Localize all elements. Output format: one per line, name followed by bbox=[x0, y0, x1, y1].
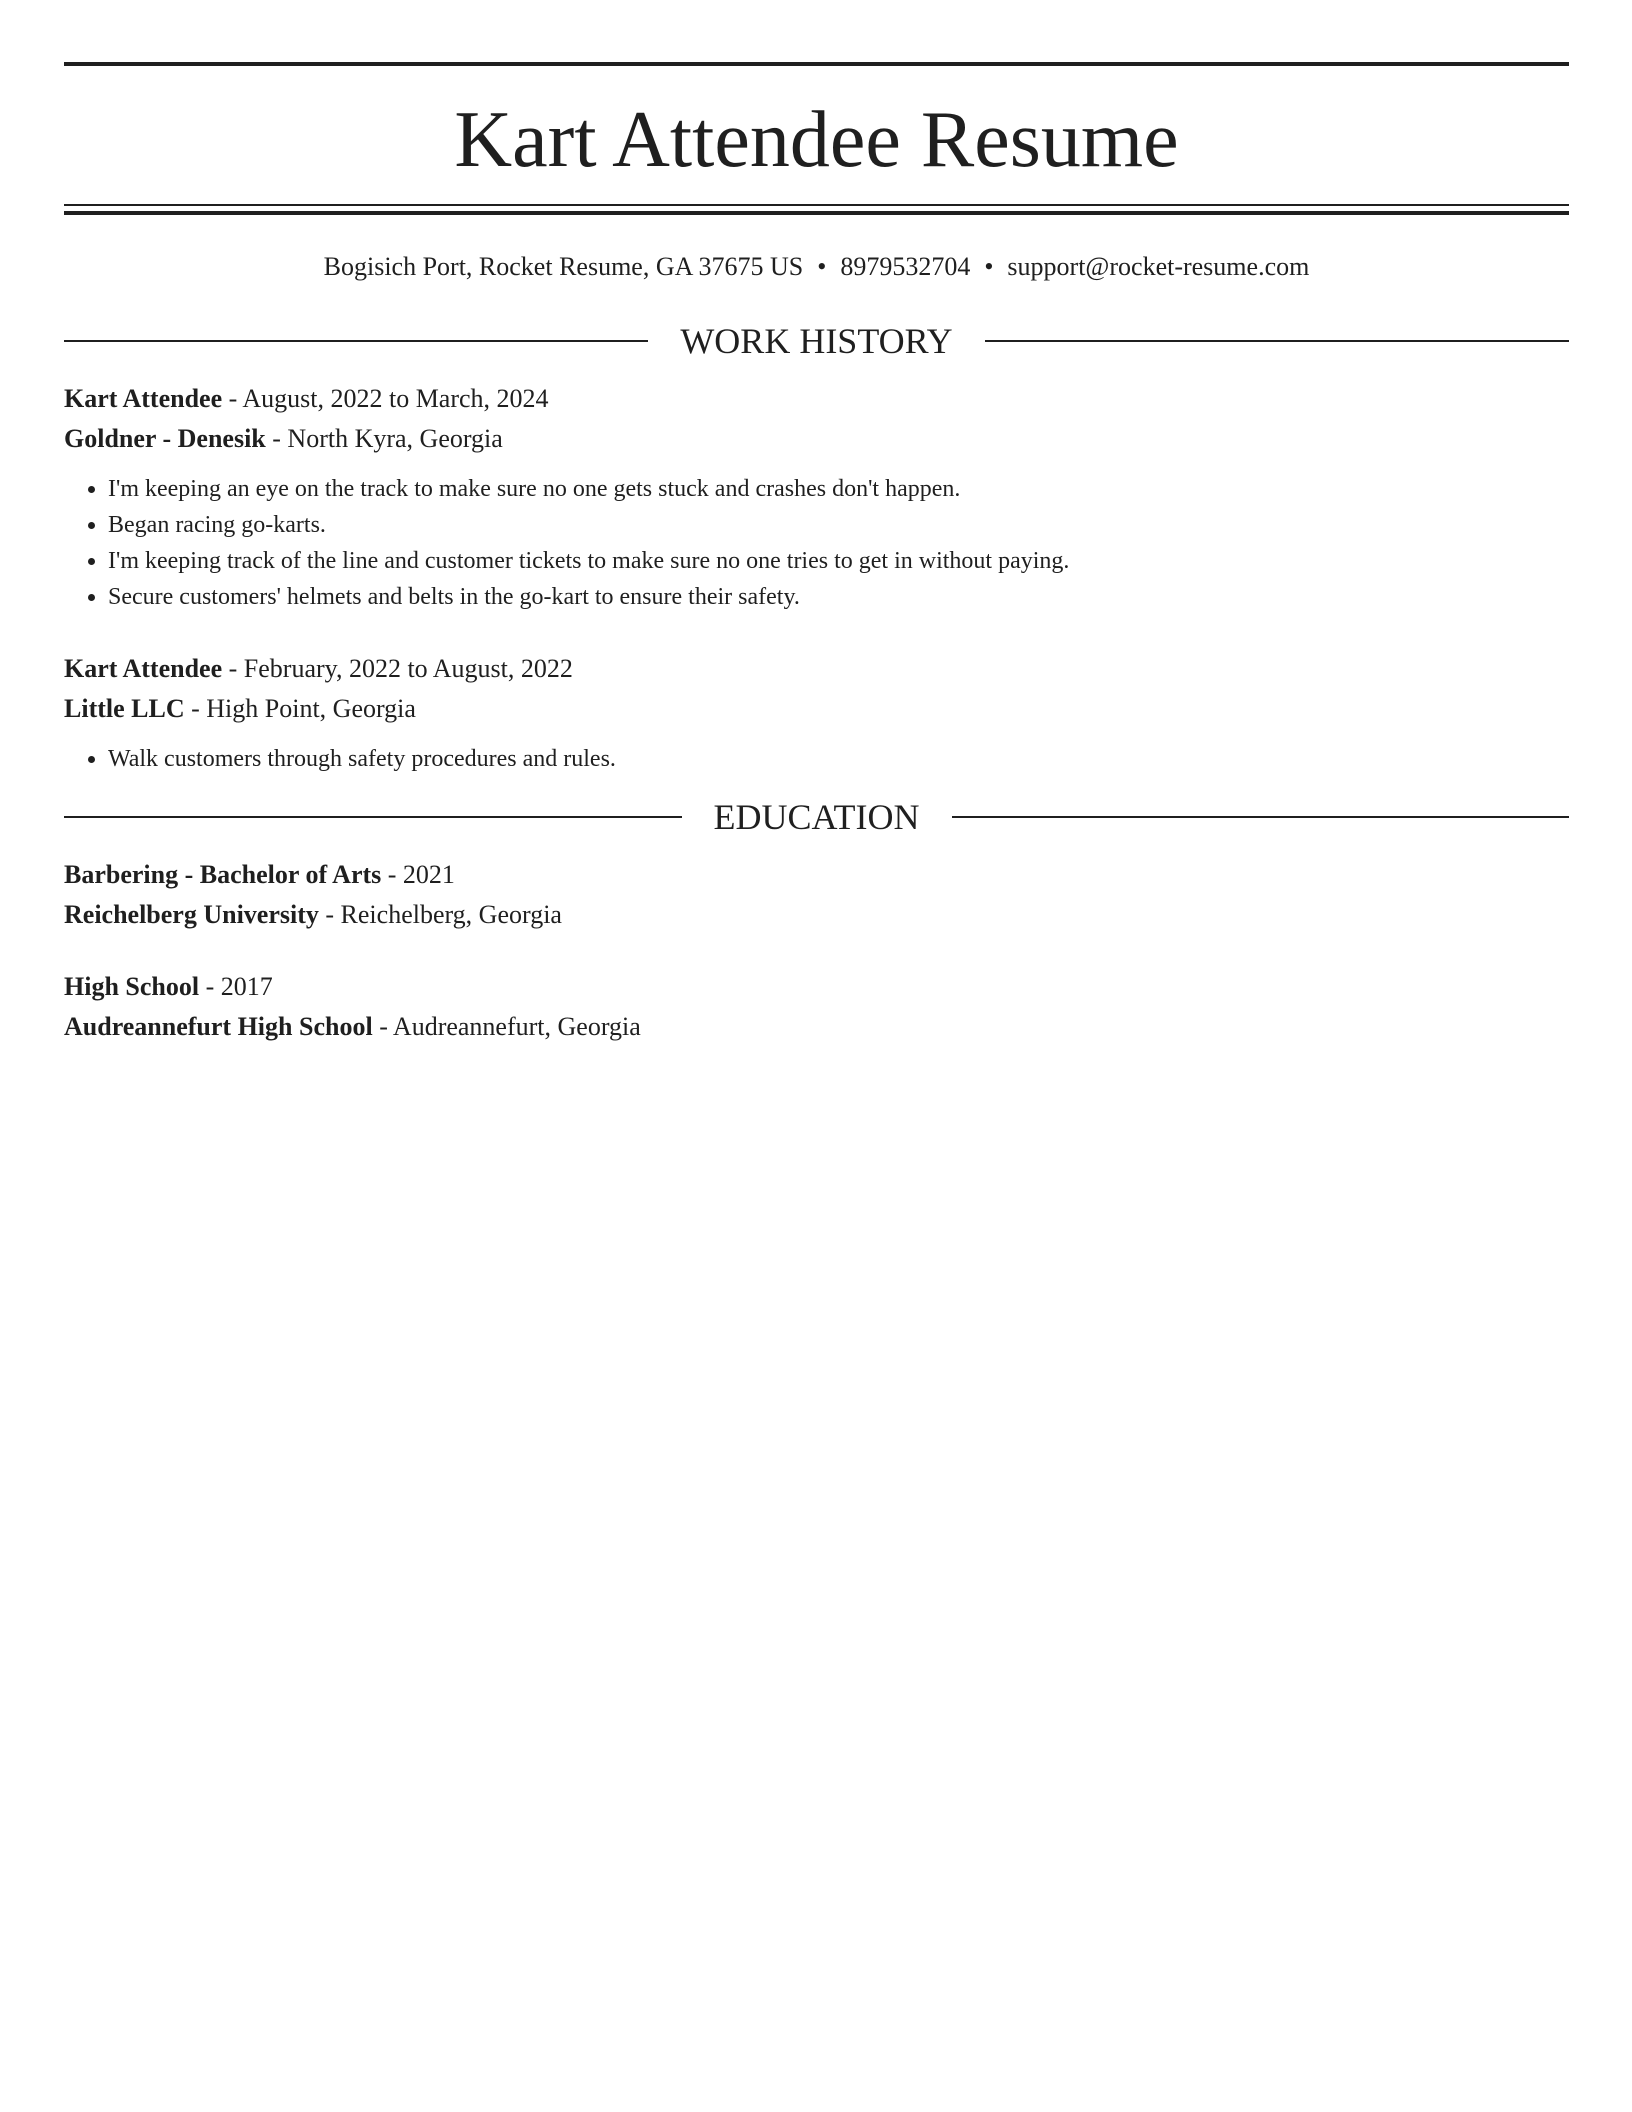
contact-separator: • bbox=[984, 252, 994, 281]
job-location: - North Kyra, Georgia bbox=[265, 424, 503, 453]
job-title: Kart Attendee bbox=[64, 654, 223, 683]
work-history-heading bbox=[64, 317, 1569, 365]
job-duties-list bbox=[64, 471, 1569, 615]
school-location: - Reichelberg, Georgia bbox=[318, 900, 562, 929]
job-dates: - August, 2022 to March, 2024 bbox=[222, 384, 549, 413]
school-name: Reichelberg University bbox=[64, 900, 319, 929]
top-rule bbox=[64, 62, 1569, 66]
job-company-row bbox=[64, 419, 1569, 459]
list-item: • Secure customers' helmets and belts in the go-kart to ensure their safety. bbox=[108, 579, 1569, 615]
degree-year: - 2017 bbox=[199, 972, 273, 1001]
list-item: • I'm keeping track of the line and customer tickets to make sure no one tries to get in without paying. bbox=[108, 543, 1569, 579]
degree-row bbox=[64, 967, 1569, 1007]
education-heading bbox=[64, 793, 1569, 841]
job-dates: - February, 2022 to August, 2022 bbox=[222, 654, 573, 683]
school-location: - Audreannefurt, Georgia bbox=[372, 1012, 641, 1041]
school-row bbox=[64, 1007, 1569, 1047]
degree-name: Barbering - Bachelor of Arts bbox=[64, 860, 382, 889]
job-duties-list bbox=[64, 741, 1569, 777]
school-row bbox=[64, 895, 1569, 935]
heading-rule-left bbox=[64, 816, 682, 818]
job-location: - High Point, Georgia bbox=[184, 694, 416, 723]
resume-page bbox=[64, 62, 1569, 1047]
list-item: • Began racing go-karts. bbox=[108, 507, 1569, 543]
list-item: • I'm keeping an eye on the track to make sure no one gets stuck and crashes don't happen. bbox=[108, 471, 1569, 507]
resume-title: Kart Attendee Resume bbox=[454, 96, 1179, 184]
contact-email: support@rocket-resume.com bbox=[1007, 252, 1310, 281]
job-company: Little LLC bbox=[64, 694, 185, 723]
job-title-row bbox=[64, 649, 1569, 689]
degree-year: - 2021 bbox=[381, 860, 455, 889]
contact-line bbox=[64, 251, 1569, 283]
education-label: EDUCATION bbox=[713, 797, 920, 837]
job-entry bbox=[64, 379, 1569, 615]
job-title: Kart Attendee bbox=[64, 384, 223, 413]
list-item: • Walk customers through safety procedures and rules. bbox=[108, 741, 1569, 777]
contact-separator: • bbox=[817, 252, 827, 281]
school-name: Audreannefurt High School bbox=[64, 1012, 373, 1041]
education-entry bbox=[64, 967, 1569, 1047]
work-history-label: WORK HISTORY bbox=[680, 321, 953, 361]
contact-phone: 8979532704 bbox=[840, 252, 971, 281]
degree-name: High School bbox=[64, 972, 200, 1001]
education-entry bbox=[64, 855, 1569, 935]
heading-rule-right bbox=[985, 340, 1569, 342]
degree-row bbox=[64, 855, 1569, 895]
job-company-row bbox=[64, 689, 1569, 729]
title-double-rule bbox=[64, 204, 1569, 215]
job-title-row bbox=[64, 379, 1569, 419]
job-company: Goldner - Denesik bbox=[64, 424, 266, 453]
heading-rule-left bbox=[64, 340, 648, 342]
contact-address: Bogisich Port, Rocket Resume, GA 37675 US bbox=[323, 252, 804, 281]
heading-rule-right bbox=[952, 816, 1570, 818]
job-entry bbox=[64, 649, 1569, 777]
